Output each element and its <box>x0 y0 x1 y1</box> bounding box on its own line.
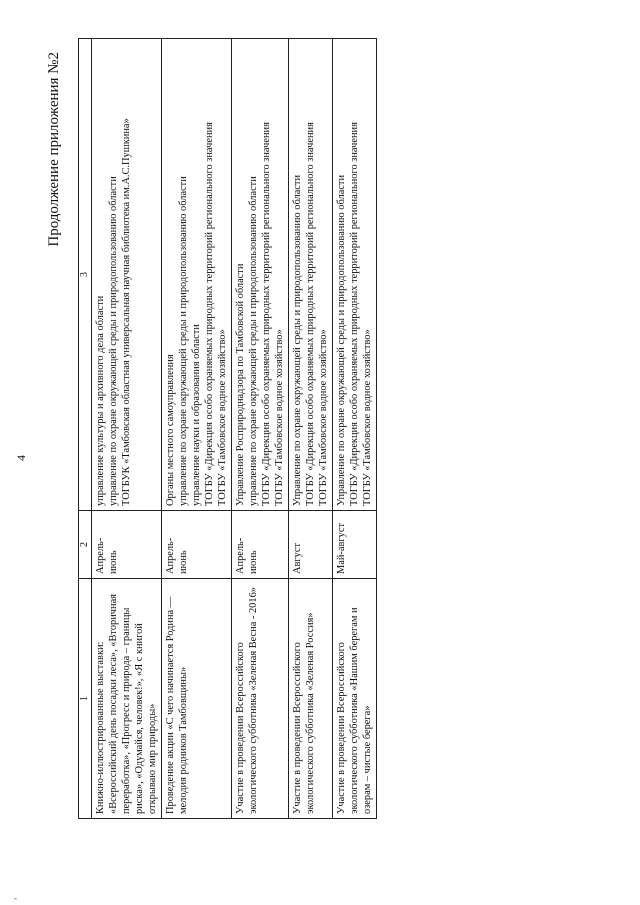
executor-line: Управление Росприроднадзора по Тамбовской области <box>235 263 246 506</box>
page-number: 4 <box>14 455 28 461</box>
period-cell: Апрель-июнь <box>162 511 232 579</box>
executor-line: ТОГБУ «Тамбовское водное хозяйство» <box>274 329 285 506</box>
executor-line: ТОГБУ «Дирекция особо охраняемых природных территорий регионального значения <box>305 122 316 506</box>
executors-cell <box>289 39 333 511</box>
table-row <box>289 39 333 819</box>
event-cell: Участие в проведении Всероссийского экологического субботника «Нашим берегам и озерам – чистые берега» <box>333 579 377 819</box>
executor-line: ТОГБУ «Дирекция особо охраняемых природных территорий регионального значения <box>349 122 360 506</box>
executor-line: управление по охране окружающей среды и природопользованию области <box>248 176 259 506</box>
header-row <box>79 39 92 819</box>
event-cell: Книжно-иллюстрированные выставки: «Всероссийский день посадки леса», «Вторичная переработка», «Прогресс и природа – границы риска», «Одумайся, человек!», «Я с книгой открываю мир природы» <box>92 579 162 819</box>
executor-line: управление культуры и архивного дела области <box>95 295 106 506</box>
executors-cell <box>232 39 289 511</box>
executors-cell <box>162 39 232 511</box>
period-cell: Август <box>289 511 333 579</box>
event-cell: Проведение акции «С чего начинается Родина — мелодия родников Тамбовщины» <box>162 579 232 819</box>
executor-line: управление науки и образования области <box>191 324 202 506</box>
executor-line: управление по охране окружающей среды и природопользованию области <box>178 176 189 506</box>
executor-line: управление по охране окружающей среды и природопользованию области <box>108 176 119 506</box>
executors-cell <box>333 39 377 511</box>
executor-line: Управление по охране окружающей среды и природопользованию области <box>292 174 303 506</box>
column-header-2: 2 <box>79 511 92 579</box>
period-cell: Апрель-июнь <box>92 511 162 579</box>
executor-line: ТОГБУ «Тамбовское водное хозяйство» <box>362 329 373 506</box>
column-header-1: 1 <box>79 579 92 819</box>
event-cell: Участие в проведении Всероссийского экологического субботника «Зеленая Весна - 2016» <box>232 579 289 819</box>
events-table <box>78 38 377 819</box>
table-row <box>232 39 289 819</box>
executors-cell <box>92 39 162 511</box>
table-row <box>162 39 232 819</box>
column-header-3: 3 <box>79 39 92 511</box>
event-cell: Участие в проведении Всероссийского экологического субботника «Зеленая Россия» <box>289 579 333 819</box>
table-row <box>333 39 377 819</box>
appendix-title: Продолжение приложения №2 <box>46 52 62 247</box>
period-cell: Май-август <box>333 511 377 579</box>
scan-mark: - <box>14 893 17 903</box>
executor-line: ТОГБУ «Дирекция особо охраняемых природных территорий регионального значения <box>204 122 215 506</box>
executor-line: ТОГБУ «Дирекция особо охраняемых природных территорий регионального значения <box>261 122 272 506</box>
executor-line: ТОГБУ «Тамбовское водное хозяйство» <box>217 329 228 506</box>
table-row <box>92 39 162 819</box>
executor-line: ТОГБУК «Тамбовская областная универсальная научная библиотека им.А.С.Пушкина» <box>121 118 132 506</box>
executor-line: ТОГБУ «Тамбовское водное хозяйство» <box>318 329 329 506</box>
period-cell: Апрель-июнь <box>232 511 289 579</box>
executor-line: Управление по охране окружающей среды и природопользованию области <box>336 174 347 506</box>
executor-line: Органы местного самоуправления <box>165 354 176 506</box>
